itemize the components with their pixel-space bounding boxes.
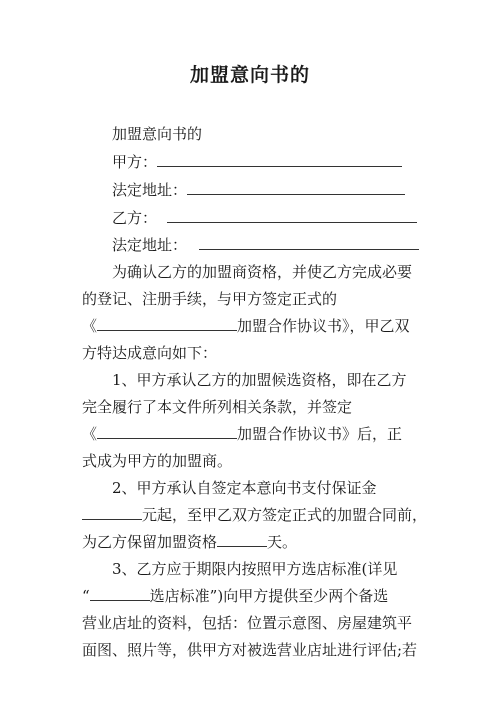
party-b-address-blank xyxy=(199,235,419,250)
agreement-blank-2 xyxy=(97,424,237,439)
standard-blank xyxy=(90,586,150,601)
document-title: 加盟意向书的 xyxy=(189,64,310,86)
intro-line-3: 《 加盟合作协议书》，甲乙双 xyxy=(82,317,410,335)
clause2-line-3: 为乙方保留加盟资格 天。 xyxy=(82,533,298,551)
party-a-address-label: 法定地址： xyxy=(112,181,188,199)
party-b-label: 乙方： xyxy=(112,209,158,227)
clause3-line-1: 3、乙方应于期限内按照甲方选店标准(详见 xyxy=(112,560,398,578)
party-a-blank xyxy=(157,152,402,167)
clause1-line-2: 完全履行了本文件所列相关条款，并签定 xyxy=(82,398,353,416)
agreement-blank-1 xyxy=(97,316,237,331)
clause3-line-3: 营业店址的资料，包括：位置示意图、房屋建筑平 xyxy=(82,614,413,632)
intro-line-2: 的登记、注册手续，与甲方签定正式的 xyxy=(82,290,338,308)
party-a-address-row xyxy=(112,180,405,200)
clause2-line-2: 元起，至甲乙双方签定正式的加盟合同前， xyxy=(82,505,427,525)
clause1-line-4: 式成为甲方的加盟商。 xyxy=(82,452,233,470)
intro-line-4: 方特达成意向如下： xyxy=(82,344,218,362)
party-b-address-row xyxy=(112,235,419,255)
party-b-blank xyxy=(167,208,417,223)
deposit-blank xyxy=(82,505,142,520)
clause1-line-1: 1、甲方承认乙方的加盟候选资格，即在乙方 xyxy=(112,371,407,389)
clause3-line-2: “ 选店标准”)向甲方提供至少两个备选 xyxy=(82,587,389,605)
subtitle: 加盟意向书的 xyxy=(112,125,203,143)
party-b-address-label: 法定地址： xyxy=(112,236,188,254)
clause2-line-1: 2、甲方承认自签定本意向书支付保证金 xyxy=(112,479,377,497)
intro-line-1: 为确认乙方的加盟商资格，并使乙方完成必要 xyxy=(112,263,413,281)
party-b-row xyxy=(112,208,417,228)
party-a-label: 甲方： xyxy=(112,153,158,171)
days-blank xyxy=(217,532,267,547)
party-a-row xyxy=(112,152,402,172)
party-a-address-blank xyxy=(187,180,405,195)
clause3-line-4: 面图、照片等，供甲方对被选营业店址进行评估;若 xyxy=(82,641,418,659)
clause1-line-3: 《 加盟合作协议书》后，正 xyxy=(82,425,403,443)
